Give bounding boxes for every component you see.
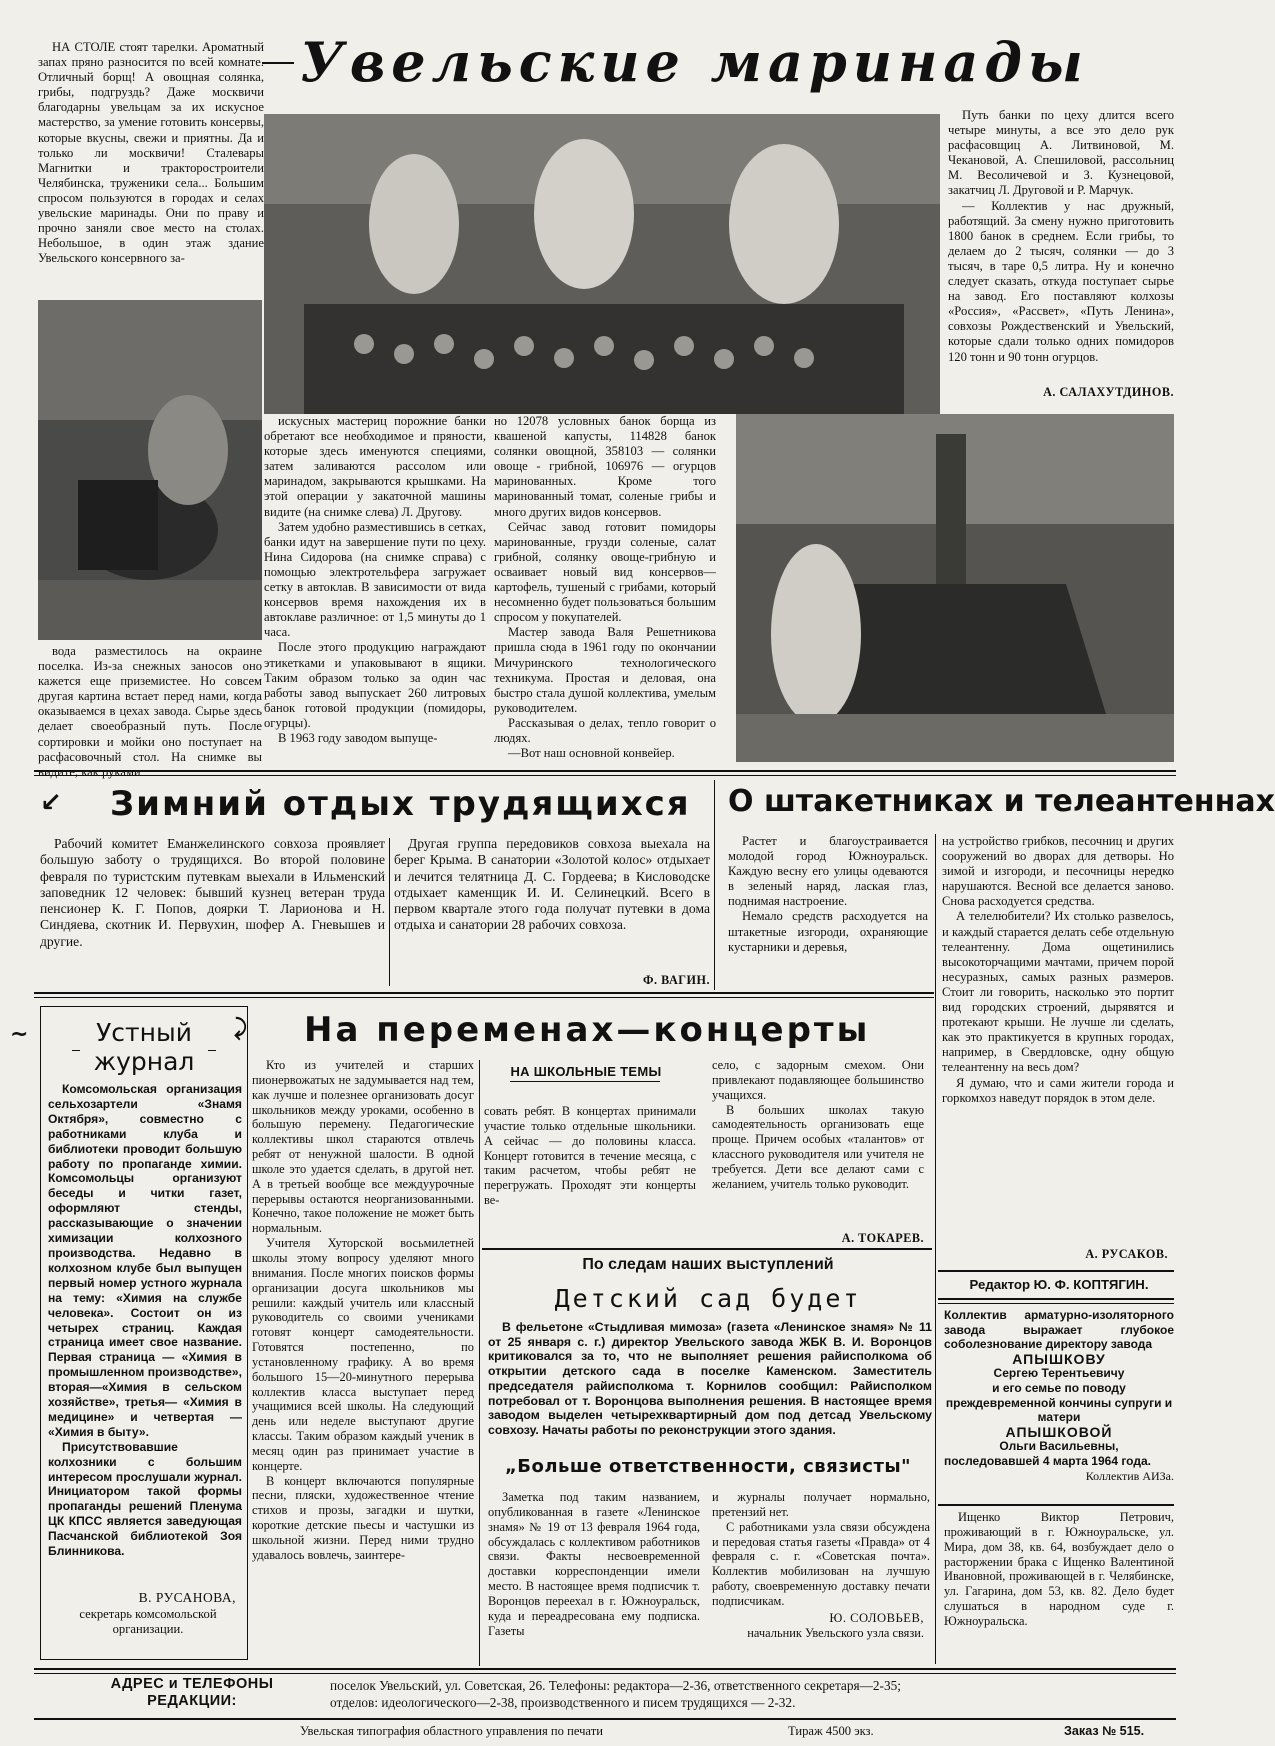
peremen-rubric: НА ШКОЛЬНЫЕ ТЕМЫ bbox=[510, 1064, 662, 1079]
obit bbox=[944, 1308, 1174, 1483]
obit-from: Коллектив АИЗа. bbox=[1085, 1468, 1174, 1483]
peremen-title: На переменах—концерты bbox=[304, 1010, 871, 1050]
obit-name1: АПЫШКОВУ bbox=[1012, 1350, 1106, 1367]
shtaket-signature: А. РУСАКОВ. bbox=[1085, 1247, 1168, 1261]
rule-sad-top bbox=[482, 1248, 932, 1250]
uvel-col4: Путь банки по цеху длится всего четыре минуты, а все это дело рук расфасовщиц А. Литвиновой, М. Чекановой, А. Спешиловой, рассольниц М. Весоличевой и З. Кузнецовой, закатчиц Л. Друговой и Р. Марчук. — Коллектив у нас дружный, работящий. За смену нужно приготовить 1800 банок в среднем. Если грибы, то делаем до 2 тысяч, солянки — до 3 тысяч, в таре 0,5 литра. Ну и конечно следует сказать, откуда поступает сырье на завод. Его поставляют колхозы «Россия», «Рассвет», «Путь Ленина», совхозы Рождественский и Увельский, которые сдали только одних помидоров 120 тонн и 90 тонн огурцов. bbox=[948, 108, 1174, 364]
footer-tirazh: Тираж 4500 экз. bbox=[788, 1724, 874, 1738]
photo-autoclave bbox=[736, 414, 1174, 762]
photo-packing-table bbox=[264, 114, 940, 414]
obit-name1-full: Сергею Терентьевичу bbox=[993, 1366, 1125, 1381]
obit-name2: АПЫШКОВОЙ bbox=[1005, 1423, 1113, 1440]
sad-body: В фельетоне «Стыдливая мимоза» (газета «Ленинское знамя» № 11 от 25 января с. г.) директор Увельского завода ЖБК В. И. Воронцов критиковался за то, что не выполняет решения райисполкома об открытии детского сада в поселке Каменском. Заместитель председателя райисполкома т. Корнилов сообщил: Райисполком потребовал от т. Воронцова выполнения решения. В настоящее время заводом выделен четырехквартирный дом под детсад Увельскому совхозу. Начаты работы по реконструкции этого здания. bbox=[488, 1320, 932, 1437]
footer-order: Заказ № 515. bbox=[1064, 1724, 1145, 1738]
shtaket-col1: Растет и благоустраивается молодой город Южноуральск. Каждую весну его улицы одеваются в зеленый наряд, лаская глаз, поднимая настроение. Немало средств расходуется на штакетные изгороди, охраняющие кустарники и деревья, bbox=[728, 834, 928, 954]
svyaz-title: „Больше ответственности, связисты" bbox=[504, 1456, 912, 1477]
divorce-notice: Ищенко Виктор Петрович, проживающий в г. Южноуральске, ул. Мира, дом 38, кв. 64, возбуждает дело о расторжении брака с Ищенко Валентиной Ивановной, проживающей в г. Челябинске, ул. Гагарина, дом 53, кв. 82. Дело будет слушаться в народном суде г. Южноуральска. bbox=[944, 1510, 1174, 1628]
uvel-signature: А. САЛАХУТДИНОВ. bbox=[1043, 385, 1174, 399]
uvel-title: Увельские маринады bbox=[300, 30, 1089, 94]
peremen-col3: село, с задорным смехом. Они привлекают подавляющее большинство учащихся. В больших школах такую самодеятельность организовать еще проще. Причем особых «талантов» от классного руководителя или учителя не требуется. Дети все делают сами с желанием, учитель только руководит. bbox=[712, 1058, 924, 1191]
zhurnal-title-line1: Устный bbox=[96, 1018, 192, 1047]
zhurnal-title bbox=[40, 1018, 248, 1076]
svyaz-col1: Заметка под таким названием, опубликованная в газете «Ленинское знамя» № 19 от 13 февраля 1964 года, обсуждалась с коллективом работников связи. Факты несвоевременной доставки корреспонденции имели место. В настоящее время подписчик т. Воронцов переехал в г. Южноуральск, куда и переадресована ему подписка. Газеты bbox=[488, 1490, 700, 1638]
zhurnal-signature: В. РУСАНОВА, bbox=[138, 1590, 236, 1605]
footer-label: АДРЕС и ТЕЛЕФОНЫ РЕДАКЦИИ: bbox=[110, 1676, 274, 1709]
vrule-shtaket bbox=[714, 780, 715, 990]
handwritten-mark-left: ~ bbox=[10, 1022, 29, 1047]
zimniy-signature: Ф. ВАГИН. bbox=[643, 973, 710, 987]
photo-closing-machine bbox=[38, 300, 262, 640]
zhurnal-role: секретарь комсомольской организации. bbox=[79, 1607, 217, 1636]
title-dash bbox=[262, 62, 294, 64]
zhurnal-deco-right bbox=[208, 1050, 216, 1051]
footer-line1: поселок Увельский, ул. Советская, 26. Телефоны: редактора—2-36, ответственного секретаря—2-35; bbox=[330, 1678, 901, 1693]
arrow-mark: ↙ bbox=[40, 788, 62, 818]
zhurnal-title-line2: журнал bbox=[93, 1047, 195, 1076]
uvel-col1b: вода разместилось на окраине поселка. Из-за снежных заносов оно кажется еще приземистее. Но совсем другая картина встает перед нами, когда оказываемся в цехах завода. Сырье здесь делает своеобразный путь. После сортировки и мойки оно поступает на расфасовочный стол. На снимке вы видите, как руками bbox=[38, 644, 262, 779]
footer-print: Увельская типография областного управления по печати bbox=[300, 1724, 603, 1738]
uvel-col3: но 12078 условных банок борща из квашеной капусты, 114828 банок солянки овощной, 358103 — солянки овоще - грибной, 106976 — огурцов маринованных. Кроме того маринованный томат, соленые грибы и много других видов консервов. Сейчас завод готовит помидоры маринованные, грузди соленые, салат грибной, солянку овоще-грибную и осваивает новый вид консервов—картофель, тушеный с грибами, который несомненно будет пользоваться большим спросом у покупателей. Мастер завода Валя Решетникова пришла сюда в 1961 году по окончании Мичуринского технологического техникума. Простая и деловая, она быстро стала душой коллектива, умелым руководителем. Рассказывая о делах, тепло говорит о людях. —Вот наш основной конвейер. bbox=[494, 414, 716, 761]
rule-after-top bbox=[34, 770, 1176, 776]
shtaket-col2: на устройство грибков, песочниц и других сооружений во дворах для детворы. Но зимой и изгороди, и песочницы нередко нарушаются. Весной все делается заново. Снова расходуется средства. А телелюбители? Их столько развелось, и каждый старается делать себе отдельную телеантенну. Дома ощетинились высокоторчащими мачтами, причем порой несуразных, самых разных размеров. Стоит ли говорить, насколько это портит вид городских строений, дырявятся и протекают крыши. Не лучше ли сделать, как это практикуется в крупных городах, например, в Свердловске, одну общую телеантенну на весь дом? Я думаю, что и сами жители города и горкомхоз наведут порядок в этом деле. bbox=[942, 834, 1174, 1105]
svyaz-col2: и журналы получает нормально, претензий нет. С работниками узла связи обсуждена и передовая статья газеты «Правда» от 4 февраля с. г. «Советская почта». Коллектив мобилизован на лучшую работу, своевременную доставку печати подписчикам. bbox=[712, 1490, 930, 1608]
svyaz-role: начальник Увельского узла связи. bbox=[747, 1626, 924, 1640]
obit-name2-full: Ольги Васильевны, bbox=[999, 1439, 1119, 1454]
obit-mid: и его семье по поводу преждевременной кончины супруги и матери bbox=[945, 1380, 1173, 1425]
rule-footer-top bbox=[34, 1668, 1176, 1674]
svyaz-signature: Ю. СОЛОВЬЕВ, bbox=[829, 1611, 924, 1625]
zhurnal-body: Комсомольская организация сельхозартели «Знамя Октября», совместно с работниками клуба и библиотеки проводит большую работу по пропаганде химии. Комсомольцы организуют беседы и читки газет, оформляют стенды, рассказывающие о значении химизации колхозного производства. Недавно в колхозном клубе был выпущен первый номер устного журнала на тему: «Химия на службе человека». Состоит он из четырех страниц. Каждая страница имеет свое название. Первая страница — «Химия в промышленном производстве», вторая—«Химия в сельском хозяйстве», третья— «Химия в медицине» и четвертая — «Химия в быту». Присутствовавшие колхозники с большим интересом прослушали журнал. Инициатором такой формы пропаганды решений Пленума ЦК КПСС является заведующая Пасчанской библиотекой Зоя Блинникова. bbox=[48, 1082, 242, 1559]
rule-footer-bottom bbox=[34, 1718, 1176, 1720]
uvel-col2: искусных мастериц порожние банки обретают все необходимое и пряности, которые здесь именуются специями, затем заливаются рассолом или маринадом, закрываются крышками. На этой операции у закаточной машины видите (на снимке слева) Л. Другову. Затем удобно разместившись в сетках, банки идут на завершение пути по цеху. Нина Сидорова (на снимке справа) с помощью электротельфера загружает сетку в автоклав. В зависимости от вида консервов время нахождения их в автоклаве различное: от 1,5 минуты до 1 часа. После этого продукцию награждают этикетками и упаковывают в ящики. Таким образом только за один час работы завод выпускает 260 литровых банок готовой продукции (помидоры, огурцы). В 1963 году заводом выпуще- bbox=[264, 414, 486, 745]
zimniy-col2: Другая группа передовиков совхоза выехала на берег Крыма. В санатории «Золотой колос» отдыхает и лечится телятница Д. С. Гордеева; в Кисловодске отдыхает каменщик И. И. Селинецкий. Всего в первом квартале этого года получат путевки в дома отдыха и санатории 28 рабочих совхоза. bbox=[394, 836, 710, 933]
shtaket-col-rule bbox=[935, 834, 936, 1264]
peremen-col-rule bbox=[479, 1060, 480, 1666]
peremen-col2: совать ребят. В концертах принимали участие только отдельные школьники. А сейчас — до половины класса. Концерт готовится в течение месяца, с таким расчетом, чтобы ребят не перегружать. Проходят эти концерты ве- bbox=[484, 1104, 696, 1208]
uvel-col1: НА СТОЛЕ стоят тарелки. Ароматный запах пряно разносится по всей комнате. Отличный борщ! А овощная солянка, грибы, подгруздь? Даже москвичи благодарны увельцам за их искусное мастерство, за умение готовить консервы, которые вкусны, свежи и приятны. Да и только ли москвичи! Сталевары Магнитки и тракторостроители Челябинска, труженики села... Большим спросом пользуются в городах и селах увельские маринады. Они по праву и прочно заняли свое место на столах. Небольшое, в один этаж здание Увельского консервного за- bbox=[38, 40, 264, 266]
handwritten-mark-right: ⤸ bbox=[234, 1016, 248, 1041]
rubric-underline bbox=[510, 1081, 660, 1082]
obit-intro: Коллектив арматурно-изоляторного завода выражает глубокое соболезнование директору завода bbox=[944, 1308, 1174, 1352]
peremen-col1: Кто из учителей и старших пионервожатых не задумывается над тем, как лучше и полезнее организовать досуг школьников между уроками, особенно в большую перемену. Педагогические коллективы школ стараются отвлечь ребят от ненужной шалости. В одной школе это удается сделать, в другой нет. А в третьей вообще все междуурочные перерывы остаются неорганизованными. Конечно, такое положение не может быть нормальным. Учителя Хуторской восьмилетней школы этому вопросу уделяют много внимания. После многих поисков формы организации досуга школьников мы решили: каждый учитель или классный руководитель со своими учениками готовят концерт самодеятельности. Готовятся постепенно, по установленному графику. А во время большого 15—20-минутного перерыва коллектив класса выступает перед учащимися всей школы. На следующий день или неделе выступают другие классы. Таким образом каждый ученик в месяц один раз принимает участие в концерте. В концерт включаются популярные песни, пляски, художественное чтение стихов и прозы, загадки и шутки, короткие детские пьесы и частушки из школьной жизни. Перед ними трудно удавалось вовлечь, заинтере- bbox=[252, 1058, 474, 1562]
obit-date: последовавшей 4 марта 1964 года. bbox=[944, 1453, 1151, 1468]
zimniy-col-rule bbox=[389, 838, 390, 986]
rule-mid bbox=[34, 992, 934, 998]
rule-editor-top bbox=[938, 1270, 1174, 1272]
footer-line2: отделов: идеологического—2-38, производственного и писем трудящихся — 2-32. bbox=[330, 1695, 796, 1710]
zhurnal-deco-left bbox=[72, 1050, 80, 1051]
zimniy-col1: Рабочий комитет Еманжелинского совхоза проявляет большую заботу о трудящихся. Во второй половине февраля по туристским путевкам выехали в Ильменский заповедник 12 человек: бывший кузнец ветеран труда пенсионер К. Г. Попов, доярки Т. Ларионова и Н. Синдяева, скотник И. Первухин, шофер А. Гневышев и другие. bbox=[40, 836, 385, 949]
rule-editor-bottom bbox=[938, 1298, 1174, 1304]
sad-title: Детский сад будет bbox=[554, 1284, 862, 1313]
zimniy-title: Зимний отдых трудящихся bbox=[110, 784, 691, 824]
footer-address bbox=[330, 1677, 1170, 1711]
sad-rubric: По следам наших выступлений bbox=[582, 1256, 834, 1273]
editor-line: Редактор Ю. Ф. КОПТЯГИН. bbox=[969, 1277, 1149, 1292]
shtaket-title: О штакетниках и телеантеннах bbox=[728, 784, 1275, 819]
right-col-rule bbox=[935, 1264, 936, 1664]
peremen-signature: А. ТОКАРЕВ. bbox=[841, 1231, 924, 1245]
rule-obit-bottom bbox=[938, 1504, 1174, 1506]
